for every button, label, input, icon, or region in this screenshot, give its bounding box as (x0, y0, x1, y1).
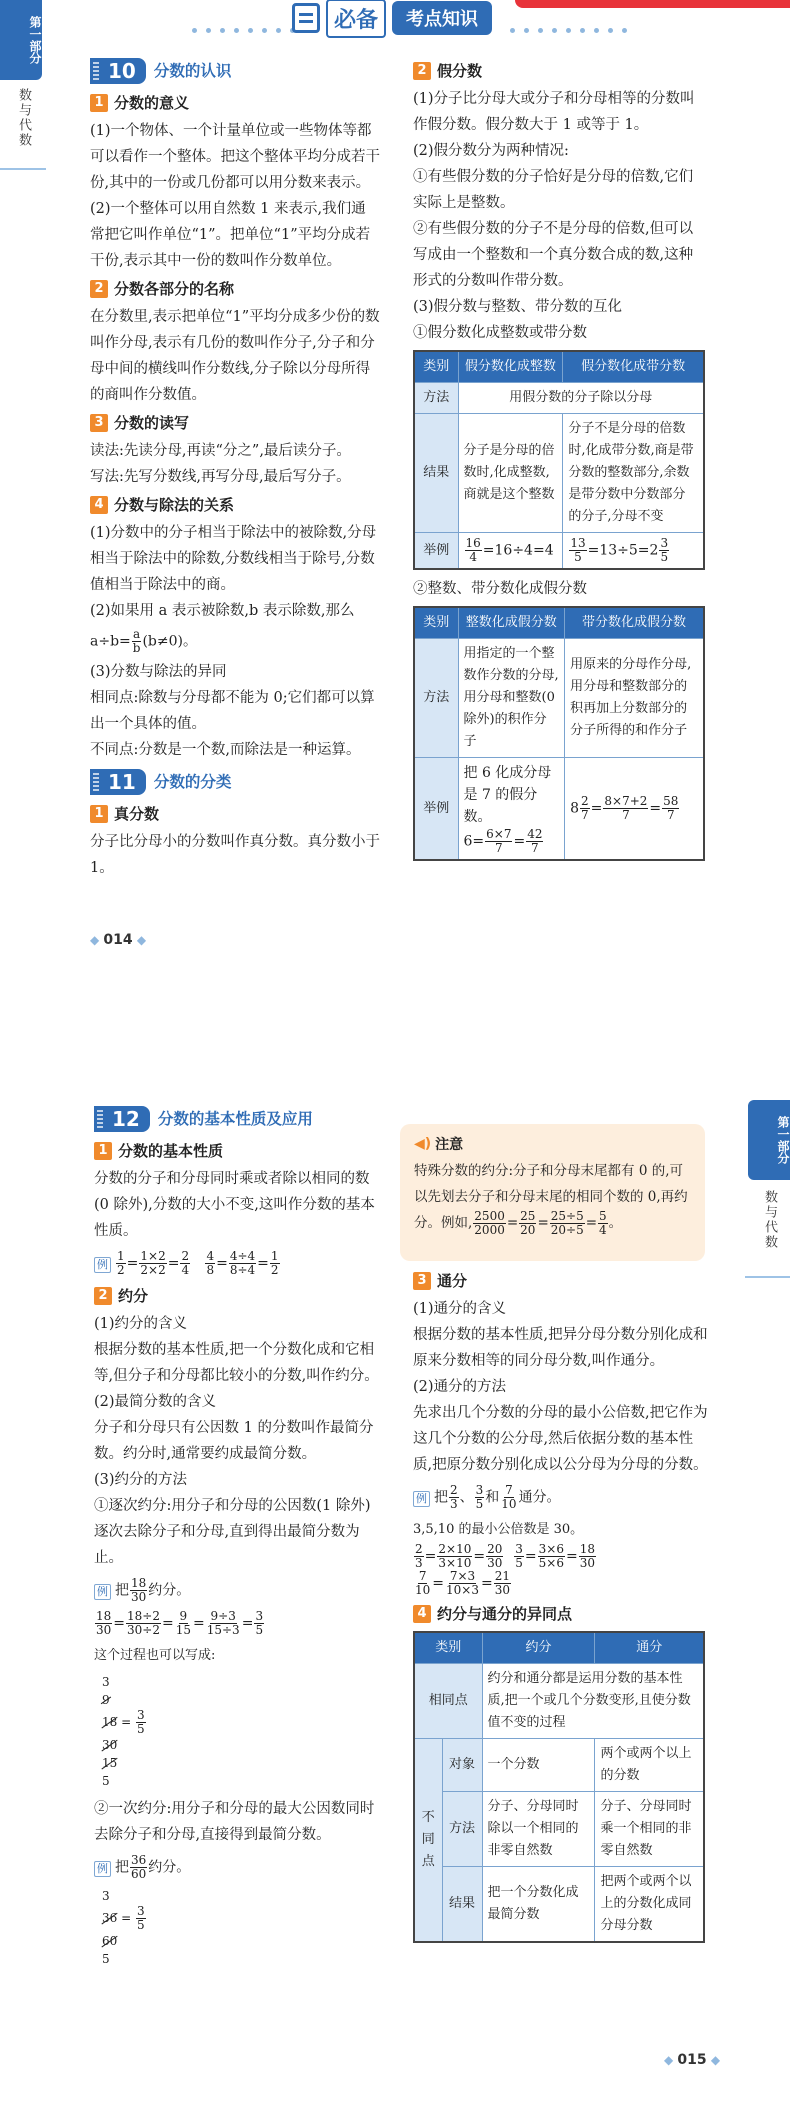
paragraph: (1)一个物体、一个计量单位或一些物体等都可以看作一个整体。把这个整体平均分成若干份,其中的一份或几份都可以用分数来表示。 (90, 123, 380, 191)
formula: $\frac{7}{10}$ = $\frac{7\times 3}{10\times 3}$ = $\frac{21}{30}$ (415, 1569, 510, 1597)
paragraph: ①逐次约分:用分子和分母的公因数(1 除外)逐次去除分子和分母,直到得出最简分数为止。 (94, 1498, 371, 1566)
subheading: 2 约分 (94, 1283, 384, 1309)
banner-must: 必备 (326, 0, 386, 38)
banner (292, 0, 492, 36)
paragraph: 分子比分母小的分数叫作真分数。真分数小于 1。 (90, 834, 380, 876)
formula: $\frac{18}{30}$ = $\frac{18\div 2}{30\div 2}$ = $\frac{9}{15}$ = $\frac{9\div 3}{15\div 3}$ = $\frac{3}{5}$ (96, 1609, 264, 1637)
subheading: 3 分数的读写 (90, 410, 380, 436)
paragraph: (1)分子比分母大或分子和分母相等的分数叫作假分数。假分数大于 1 或等于 1。 (413, 91, 695, 133)
paragraph: 这个过程也可以写成: (94, 1648, 216, 1663)
paragraph: (2)如果用 a 表示被除数,b 表示除数,那么 (90, 603, 355, 619)
banner-knowledge: 考点知识 (392, 1, 492, 35)
subheading: 1 真分数 (90, 801, 380, 827)
paragraph: 分数的分子和分母同时乘或者除以相同的数(0 除外),分数的大小不变,这叫作分数的基本性质。 (94, 1171, 375, 1239)
document-icon (292, 3, 320, 33)
paragraph: ①有些假分数的分子恰好是分母的倍数,它们实际上是整数。 (413, 169, 694, 211)
reduction-process: 3 9 18 = $\frac{3}{5}$ 30 15 5 (102, 1675, 145, 1788)
paragraph: 先求出几个分数的分母的最小公倍数,把它作为这几个分数的公分母,然后依据分数的基本性质,把原分数分别化成以公分母为分母的分数。 (413, 1405, 708, 1473)
section-number: 10 (90, 58, 146, 84)
section-title: 分数的基本性质及应用 (157, 1110, 313, 1128)
subheading: 3 通分 (413, 1268, 708, 1294)
paragraph: (2)一个整体可以用自然数 1 来表示,我们通常把它叫作单位“1”。把单位“1”平均分成若干份,表示其中一份的数叫作分数单位。 (90, 201, 371, 269)
note-body: 特殊分数的约分:分子和分母末尾都有 0 的,可以先划去分子和分母末尾的相同个数的 0,再约分。例如, $\frac{2500}{2000}$ = $\frac{25}{20}$ = $\frac{25\div 5}{20\div 5}$ = $\frac{5}{4}$ 。 (414, 1163, 688, 1237)
example-cell: $\frac{16}{4}$ =16÷4=4 (458, 533, 563, 570)
reduction-process-2: 3 36 = $\frac{3}{5}$ 60 5 (102, 1889, 145, 1966)
subheading: 2 假分数 (413, 58, 705, 84)
reduce-vs-common-denominator-table: 类别 约分 通分 相同点 约分和通分都是运用分数的基本性质,把一个或几个分数变形,且使分数值不变的过程 不同点 对象 一个分数 两个或两个以上的分数 方法 分子、分母同时除以一个相同的非零自然数 分子、分母同时乘一个相同的非零自然数 结果 把一个分数化成最简分数 把两个或两个以上的分数化成同分母分数 (413, 1631, 705, 1943)
side-divider-left (0, 168, 46, 170)
section-number: 12 (94, 1106, 150, 1132)
speaker-icon: ◀) (414, 1136, 432, 1152)
side-divider-right (745, 1276, 790, 1278)
paragraph: 相同点:除数与分母都不能为 0;它们都可以算出一个具体的值。 (90, 690, 375, 732)
paragraph: (3)约分的方法 (94, 1472, 188, 1488)
section-number: 11 (90, 769, 146, 795)
subheading: 4 约分与通分的异同点 (413, 1601, 708, 1627)
example-formula: 例 $\frac{1}{2}$ = $\frac{1\times 2}{2\times 2}$ = $\frac{2}{4}$ $\frac{4}{8}$ = $\frac{4\div 4}{8\div 4}$ = $\frac{1}{2}$ (94, 1250, 384, 1277)
page015-right-column (413, 1266, 708, 1943)
paragraph: 不同点:分数是一个数,而除法是一种运算。 (90, 742, 361, 758)
improper-fraction-table: 类别 假分数化成整数 假分数化成带分数 方法 用假分数的分子除以分母 结果 分子是分母的倍数时,化成整数,商就是这个整数 分子不是分母的倍数时,化成带分数,商是带分数的整数部分,余数是带分数中分数部分的分子,分母不变 举例 $\frac{16}{4}$ =16÷4=4 $\frac{13}{5}$ =13÷5=2 $\frac{3}{5}$ (413, 350, 705, 570)
top-decoration (515, 0, 790, 8)
paragraph: 分子和分母只有公因数 1 的分数叫作最简分数。约分时,通常要约成最简分数。 (94, 1420, 374, 1462)
paragraph: 根据分数的基本性质,把异分母分数分别化成和原来分数相等的同分母分数,叫作通分。 (413, 1327, 708, 1369)
subheading: 4 分数与除法的关系 (90, 492, 380, 518)
page014-left-column (90, 56, 380, 881)
paragraph: ②整数、带分数化成假分数 (413, 581, 587, 597)
section-12-header (94, 1106, 384, 1132)
example-cell: 把 6 化成分母是 7 的假分数。 6= $\frac{6\times 7}{7}$ = $\frac{42}{7}$ (458, 758, 565, 861)
paragraph: 读法:先读分母,再读“分之”,最后读分子。 (90, 443, 351, 459)
section-title: 分数的认识 (153, 62, 232, 80)
banner-dots-right (510, 25, 627, 35)
paragraph: (2)最简分数的含义 (94, 1394, 217, 1410)
page-number-014: ◆ 014 ◆ (90, 932, 147, 948)
banner-dots-left (192, 25, 295, 35)
section-10-header (90, 58, 380, 84)
subheading: 2 分数各部分的名称 (90, 276, 380, 302)
paragraph: (1)分数中的分子相当于除法中的被除数,分母相当于除法中的除数,分数线相当于除号,分数值相当于除法中的商。 (90, 525, 377, 593)
example-formula: 例 把 $\frac{18}{30}$ 约分。 (94, 1577, 384, 1604)
mixed-to-improper-table: 类别 整数化成假分数 带分数化成假分数 方法 用指定的一个整数作分数的分母,用分母和整数(0 除外)的积作分子 用原来的分母作分母,用分母和整数部分的积再加上分数部分的分子所得的和作分子 举例 把 6 化成分母是 7 的假分数。 6= $\frac{6\times 7}{7}$ = $\frac{42}{7}$ 8 $\frac{2}{7}$ = $\frac{8\times 7+2}{7}$ = $\frac{58}{7}$ (413, 606, 705, 861)
section-title: 分数的分类 (153, 773, 232, 791)
paragraph: (2)假分数分为两种情况: (413, 143, 569, 159)
part-tab-left: 第一部分 (0, 0, 42, 80)
paragraph: 在分数里,表示把单位“1”平均分成多少份的数叫作分母,表示有几份的数叫作分子,分子和分母中间的横线叫作分数线,分子除以分母所得的商叫作分数值。 (90, 309, 380, 403)
subheading: 1 分数的意义 (90, 90, 380, 116)
paragraph: ①假分数化成整数或带分数 (413, 325, 587, 341)
part-tab-right: 第一部分 (748, 1100, 790, 1180)
paragraph: ②有些假分数的分子不是分母的倍数,但可以写成由一个整数和一个真分数合成的数,这种形式的分数叫作带分数。 (413, 221, 694, 289)
part-subtitle-left: 数与代数 (16, 88, 31, 148)
formula: $\frac{2}{3}$ = $\frac{2\times 10}{3\times 10}$ = $\frac{20}{30}$ $\frac{3}{5}$ = $\frac{3\times 6}{5\times 6}$ = $\frac{18}{30}$ (415, 1542, 595, 1570)
example-cell: $\frac{13}{5}$ =13÷5=2 $\frac{3}{5}$ (563, 533, 704, 570)
note-box (400, 1124, 705, 1261)
paragraph: (3)假分数与整数、带分数的互化 (413, 299, 623, 315)
formula: a÷b= $\frac{a}{b}$ (b≠0)。 (90, 627, 197, 655)
page-number-015: ◆ 015 ◆ (664, 2052, 721, 2068)
subheading: 1 分数的基本性质 (94, 1138, 384, 1164)
paragraph: (1)通分的含义 (413, 1301, 507, 1317)
page015-left-column (94, 1104, 384, 1968)
example-formula: 例 把 $\frac{2}{3}$ 、 $\frac{3}{5}$ 和 $\frac{7}{10}$ 通分。 (413, 1484, 708, 1511)
example-formula: 例 把 $\frac{36}{60}$ 约分。 (94, 1854, 384, 1881)
page014-right-column (413, 56, 705, 861)
paragraph: 写法:先写分数线,再写分母,最后写分子。 (90, 469, 351, 485)
note-header: ◀) 注意 (414, 1136, 464, 1153)
example-cell: 8 $\frac{2}{7}$ = $\frac{8\times 7+2}{7}$ = $\frac{58}{7}$ (565, 758, 704, 861)
part-subtitle-right: 数与代数 (762, 1190, 777, 1250)
paragraph: 3,5,10 的最小公倍数是 30。 (413, 1522, 584, 1537)
paragraph: (3)分数与除法的异同 (90, 664, 227, 680)
section-11-header (90, 769, 380, 795)
paragraph: ②一次约分:用分子和分母的最大公因数同时去除分子和分母,直接得到最简分数。 (94, 1801, 375, 1843)
paragraph: (1)约分的含义 (94, 1316, 188, 1332)
paragraph: 根据分数的基本性质,把一个分数化成和它相等,但分子和分母都比较小的分数,叫作约分。 (94, 1342, 379, 1384)
paragraph: (2)通分的方法 (413, 1379, 507, 1395)
